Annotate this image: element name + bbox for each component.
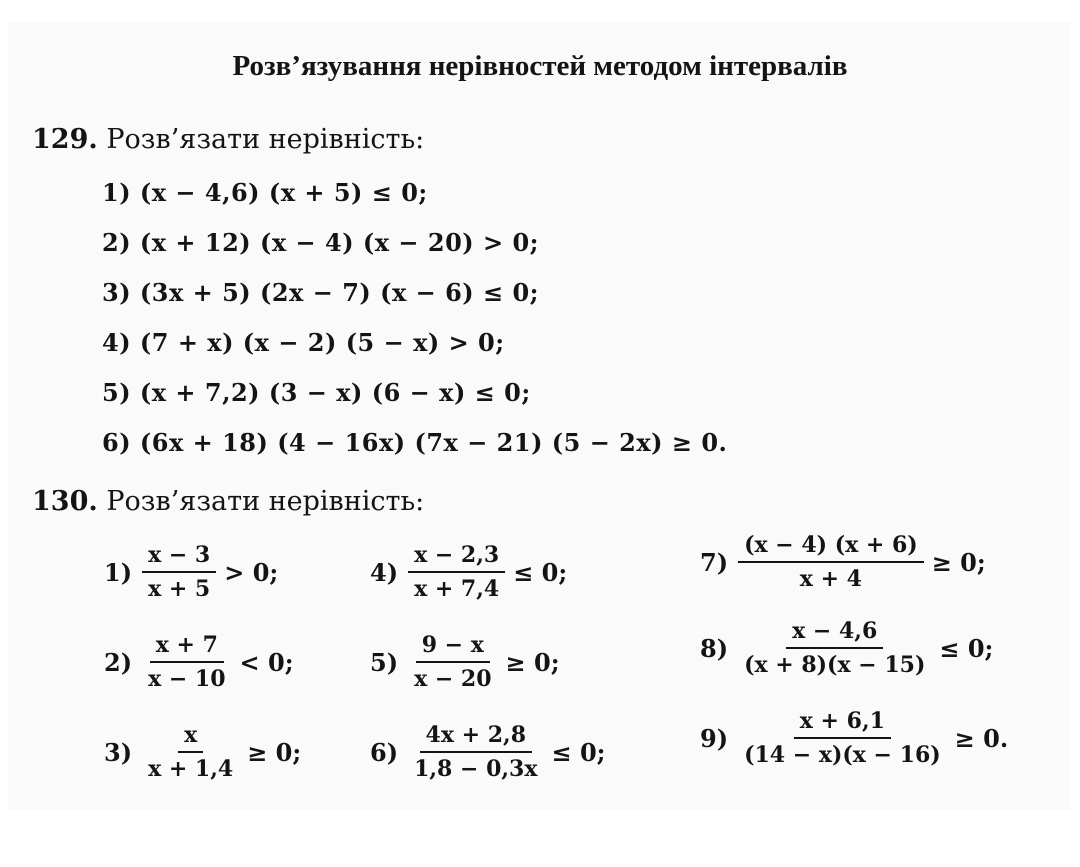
fraction: [408, 722, 543, 782]
task-130-item-2: [104, 632, 294, 692]
relation: ≥ 0.: [954, 723, 1009, 753]
fraction: [142, 542, 216, 602]
item-label: 7): [700, 547, 729, 577]
item-label: 5): [370, 647, 399, 677]
task-129-item-1: 1) (x − 4,6) (x + 5) ≤ 0;: [102, 178, 428, 207]
relation: ≥ 0;: [247, 737, 302, 767]
item-label: 1): [104, 557, 133, 587]
fraction: [142, 632, 231, 692]
relation: ≥ 0;: [931, 547, 986, 577]
item-label: 6): [370, 737, 399, 767]
fraction: [738, 708, 947, 768]
numerator: x − 3: [142, 542, 216, 573]
numerator: x + 6,1: [794, 708, 891, 739]
relation: ≤ 0;: [513, 557, 568, 587]
relation: ≤ 0;: [939, 633, 994, 663]
denominator: x − 10: [148, 666, 226, 692]
fraction: [142, 722, 239, 782]
relation: < 0;: [239, 647, 294, 677]
task-130-item-5: [370, 632, 560, 692]
item-label: 2): [104, 647, 133, 677]
denominator: x + 5: [148, 576, 211, 602]
numerator: 9 − x: [416, 632, 490, 663]
item-label: 4): [370, 557, 399, 587]
task-129-item-6: 6) (6x + 18) (4 − 16x) (7x − 21) (5 − 2x) ≥ 0.: [102, 428, 728, 457]
numerator: x − 4,6: [786, 618, 883, 649]
denominator: (14 − x)(x − 16): [744, 742, 941, 768]
task-130-item-1: [104, 542, 278, 602]
task-129-heading: [32, 124, 424, 155]
denominator: 1,8 − 0,3x: [414, 756, 538, 782]
task-129-item-2: 2) (x + 12) (x − 4) (x − 20) > 0;: [102, 228, 540, 257]
task-130-heading: [32, 486, 424, 517]
task-129-item-5: 5) (x + 7,2) (3 − x) (6 − x) ≤ 0;: [102, 378, 531, 407]
task-129-number: 129.: [32, 124, 98, 155]
fraction: [408, 542, 505, 602]
relation: ≥ 0;: [505, 647, 560, 677]
page-title: Розв’язування нерівностей методом інтервалів: [232, 50, 848, 82]
task-130-item-9: [700, 708, 1008, 768]
fraction: [738, 532, 924, 592]
task-130-item-3: [104, 722, 301, 782]
numerator: x: [178, 722, 203, 753]
denominator: x + 7,4: [414, 576, 500, 602]
relation: > 0;: [224, 557, 279, 587]
task-130-item-8: [700, 618, 993, 678]
fraction: [738, 618, 931, 678]
task-129-item-4: 4) (7 + x) (x − 2) (5 − x) > 0;: [102, 328, 505, 357]
item-label: 9): [700, 723, 729, 753]
task-130-item-4: [370, 542, 567, 602]
task-130-item-7: [700, 532, 986, 592]
denominator: x − 20: [414, 666, 492, 692]
numerator: (x − 4) (x + 6): [738, 532, 924, 563]
denominator: x + 1,4: [148, 756, 234, 782]
item-label: 8): [700, 633, 729, 663]
task-129-instruction: Розв’язати нерівність:: [106, 124, 425, 155]
numerator: x + 7: [150, 632, 224, 663]
denominator: (x + 8)(x − 15): [744, 652, 926, 678]
task-129-item-3: 3) (3x + 5) (2x − 7) (x − 6) ≤ 0;: [102, 278, 540, 307]
relation: ≤ 0;: [551, 737, 606, 767]
numerator: 4x + 2,8: [420, 722, 532, 753]
task-130-number: 130.: [32, 486, 98, 517]
item-label: 3): [104, 737, 133, 767]
task-130-instruction: Розв’язати нерівність:: [106, 486, 425, 517]
task-130-item-6: [370, 722, 606, 782]
fraction: [408, 632, 497, 692]
numerator: x − 2,3: [408, 542, 505, 573]
denominator: x + 4: [799, 566, 862, 592]
